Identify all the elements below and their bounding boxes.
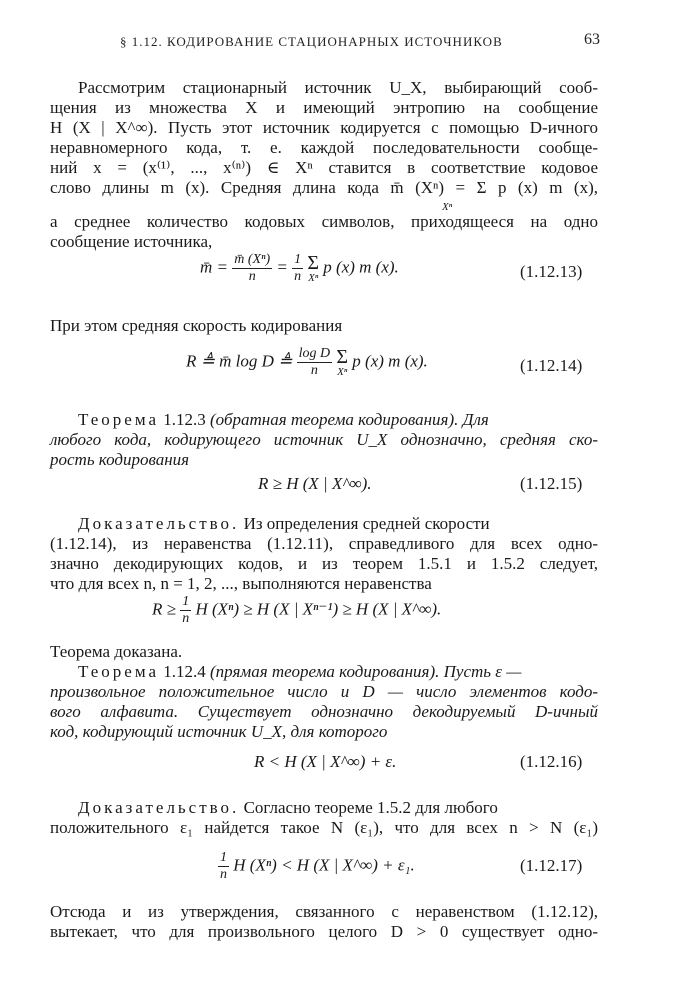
fraction: $\frac{1}{n}$: [220, 850, 227, 882]
equation-number: (1.12.14): [520, 356, 583, 375]
equation-1-12-14: R ≜ m̄ log D ≜ $\frac{\text{log D}}{n}$ Σ Xⁿ p (x) m (x).: [186, 345, 428, 378]
inequality-chain: R ≥ $\frac{1}{n}$ H (Xⁿ) ≥ H (X | Xⁿ⁻¹) ≥ H (X | X^∞).: [152, 594, 442, 626]
fraction: $\frac{1}{n}$: [294, 252, 302, 284]
text-line: ний x = (x⁽¹⁾, ..., x⁽ⁿ⁾) ∈ Xⁿ ставится в соответствие кодовое: [50, 158, 598, 177]
fraction: $\frac{\text{m̄ (Xⁿ)}}{n}$: [234, 252, 271, 284]
text-line: а среднее количество кодовых символов, приходящееся на одно: [50, 212, 598, 231]
text-line: положительного ε₁ найдется такое N (ε₁), что для всех n > N (ε₁): [50, 818, 598, 837]
text-line: H (X | X^∞). Пусть этот источник кодируется с помощью D-ичного: [50, 118, 598, 137]
text-line: неравномерного кода, т. е. каждой последовательности сообще-: [50, 138, 598, 157]
equation-1-12-13: m̄ = $\frac{\text{m̄ (Xⁿ)}}{n}$ = $\frac{1}{n}$ Σ Xⁿ p (x) m (x).: [200, 251, 399, 284]
sum-subscript: Xⁿ: [442, 201, 453, 213]
theorem-1-12-4: Теорема 1.12.4 (прямая теорема кодирования). Пусть ε — произвольное положительное число и D — число элементов кодо- вого алфавита. Существует однозначно декодируемый D-ичный код, кодирующий источник U_X, для которого: [50, 662, 598, 741]
equation-1-12-17: $\frac{1}{n}$ H (Xⁿ) < H (X | X^∞) + ε₁.: [220, 850, 415, 882]
equation-1-12-16: R < H (X | X^∞) + ε.: [254, 752, 397, 771]
theorem-name: (обратная теорема кодирования).: [210, 410, 459, 429]
paragraph-conclusion: [50, 902, 598, 942]
equation-number: (1.12.15): [520, 474, 583, 493]
text-line: вытекает, что для произвольного целого D > 0 существует одно-: [50, 922, 598, 941]
text-line: рость кодирования: [50, 450, 190, 469]
equation-number: (1.12.16): [520, 752, 583, 771]
text-line: Рассмотрим стационарный источник U_X, выбирающий сооб-: [78, 78, 598, 97]
text-line: (1.12.14), из неравенства (1.12.11), справедливого для всех одно-: [50, 534, 598, 553]
theorem-label: Теорема: [78, 662, 160, 681]
paragraph-intro-cont: [50, 212, 598, 252]
text-line: код, кодирующий источник U_X, для которого: [50, 722, 388, 741]
equation-1-12-15: R ≥ H (X | X^∞).: [258, 474, 372, 493]
text-line: сообщение источника,: [50, 232, 213, 251]
fraction: $\frac{\text{log D}}{n}$: [298, 346, 331, 378]
paragraph-rate: [50, 316, 598, 336]
page-number: 63: [584, 31, 600, 48]
equation-number: (1.12.13): [520, 262, 583, 281]
proof-label: Доказательство.: [78, 798, 240, 817]
text-line: При этом средняя скорость кодирования: [50, 316, 343, 335]
fraction: $\frac{1}{n}$: [182, 594, 190, 626]
theorem-label: Теорема: [78, 410, 160, 429]
text-line: любого кода, кодирующего источник U_X однозначно, средняя ско-: [50, 430, 598, 449]
theorem-1-12-3: Теорема 1.12.3 (обратная теорема кодирования). Для любого кода, кодирующего источник U_X однозначно, средняя ско- рость кодирования: [50, 410, 598, 469]
summation: Σ Xⁿ: [307, 251, 320, 284]
proof-label: Доказательство.: [78, 514, 240, 533]
paragraph-intro: [50, 78, 598, 198]
text-line: значно декодирующих кодов, и из теорем 1.5.1 и 1.5.2 следует,: [50, 554, 598, 573]
theorem-name: (прямая теорема кодирования).: [210, 662, 440, 681]
text-line: щения из множества X и имеющий энтропию на сообщение: [50, 98, 598, 117]
running-header: [120, 31, 600, 50]
text-line: вого алфавита. Существует однозначно декодируемый D-ичный: [50, 702, 598, 721]
summation: Σ Xⁿ: [336, 345, 349, 378]
text-line: Отсюда и из утверждения, связанного с неравенством (1.12.12),: [50, 902, 598, 921]
proof-1: Доказательство. Из определения средней скорости (1.12.14), из неравенства (1.12.11), справедливого для всех одно- значно декодирующих кодов, и из теорем 1.5.1 и 1.5.2 следует, что для всех n, n = 1, 2, ..., выполняются неравенства: [50, 514, 598, 593]
text-line: слово длины m (x). Средняя длина кода m̄ (Xⁿ) = Σ p (x) m (x),: [50, 178, 598, 197]
text-line: что для всех n, n = 1, 2, ..., выполняются неравенства: [50, 574, 432, 593]
text-line: произвольное положительное число и D — число элементов кодо-: [50, 682, 598, 701]
section-title: § 1.12. КОДИРОВАНИЕ СТАЦИОНАРНЫХ ИСТОЧНИКОВ: [120, 34, 503, 49]
theorem-proved: Теорема доказана.: [50, 642, 183, 661]
equation-number: (1.12.17): [520, 856, 583, 875]
proof-2: Доказательство. Согласно теореме 1.5.2 для любого положительного ε₁ найдется такое N (ε₁), что для всех n > N (ε₁): [50, 798, 598, 837]
